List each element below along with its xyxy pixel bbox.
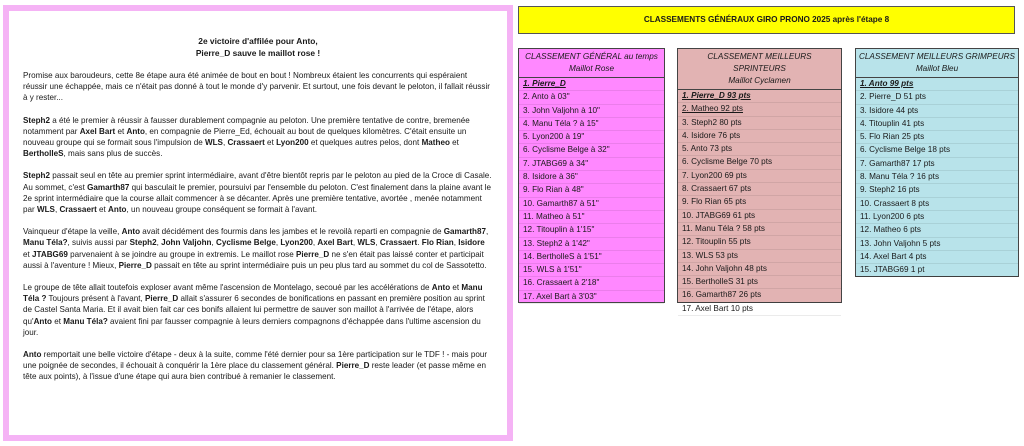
article-title-line-1: 2e victoire d'affilée pour Anto,	[198, 36, 318, 46]
rider-name: Anto	[108, 205, 127, 215]
paragraph-text: , un nouveau groupe conséquent se formait à l'avant.	[126, 205, 318, 215]
rider-name: Anto	[126, 126, 145, 136]
rider-name: Axel Bart	[79, 126, 116, 136]
rider-name: Anto	[121, 227, 141, 237]
rider-name: Lyon200	[276, 138, 309, 148]
table-subheading: Maillot Rose	[568, 64, 615, 73]
table-header	[856, 49, 1018, 78]
rider-name: Gamarth87	[443, 227, 487, 237]
ranking-row: 13. WLS 53 pts	[678, 250, 841, 263]
article-panel	[3, 5, 513, 441]
article-body	[9, 11, 507, 383]
article-title	[23, 35, 493, 59]
paragraph-text: ,	[486, 227, 489, 237]
paragraph-text: et	[96, 205, 109, 215]
article-title-line-2: Pierre_D sauve le maillot rose !	[195, 48, 321, 58]
ranking-row: 11. Lyon200 6 pts	[856, 211, 1018, 224]
ranking-row: 2. Matheo 92 pts	[678, 103, 841, 116]
table-subheading: Maillot Bleu	[915, 64, 959, 73]
paragraph-text: Toujours présent à l'avant,	[46, 294, 145, 304]
ranking-row: 6. Cyclisme Belge 70 pts	[678, 156, 841, 169]
ranking-row: 2. Pierre_D 51 pts	[856, 91, 1018, 104]
ranking-row: 5. Anto 73 pts	[678, 143, 841, 156]
paragraph-text: passait seul en tête au premier sprint intermédiaire, avant d'être bientôt repris par le peloton au pied de la Croce di Casale. Au sommet, c'est	[23, 171, 492, 192]
table-heading: CLASSEMENT MEILLEURS SPRINTEURS	[707, 52, 812, 73]
ranking-row: 15. JTABG69 1 pt	[856, 264, 1018, 277]
paragraph-text: ,	[375, 238, 380, 248]
rider-name: Manu Téla ?	[23, 283, 483, 304]
paragraph-text: Le groupe de tête allait toutefois exploser avant même l'ascension de Montelago, secoué par les accélérations de	[23, 283, 432, 293]
paragraph-text: , échouait au bout de quelques kilomètres. C'était ensuite un nouveau groupe qui se formait sous l'impulsion de	[23, 126, 467, 148]
rider-name: Steph2	[129, 238, 157, 248]
ranking-row: 12. Titouplin à 1'15"	[519, 224, 664, 237]
paragraph-text: ,	[453, 238, 459, 248]
table-header	[678, 49, 841, 90]
paragraph-text: passait en tête au sprint intermédiaire puis un peu plus tard au sommet du col de Sassotetto.	[151, 260, 487, 270]
ranking-row: 16. Gamarth87 26 pts	[678, 289, 841, 302]
rider-name: Gamarth87	[87, 182, 130, 192]
ranking-row: 15. BertholleS 31 pts	[678, 276, 841, 289]
rider-name: WLS	[357, 238, 376, 248]
paragraph-text: et	[52, 316, 64, 326]
table-body	[678, 90, 841, 316]
paragraph-text: Promise aux baroudeurs, cette 8e étape aura été animée de bout en bout ! Nombreux étaient les concurrents qui espéraient réussir une échappée, mais ce n'était pas donné à tout le monde d'y parvenir. Et surtout, une fois devant le peloton, il fallait réussir à y rester...	[23, 71, 490, 103]
rider-name: Steph2	[23, 115, 50, 125]
paragraph-text: ne s'en était pas laissé conter et participait aussi à l'aventure ! Mieux,	[23, 249, 484, 270]
ranking-row: 3. Isidore 44 pts	[856, 105, 1018, 118]
ranking-row: 7. Gamarth87 17 pts	[856, 158, 1018, 171]
ranking-row: 8. Manu Téla ? 16 pts	[856, 171, 1018, 184]
ranking-row: 4. Manu Téla ? à 15"	[519, 118, 664, 131]
rider-name: WLS	[204, 138, 223, 148]
ranking-row: 10. JTABG69 61 pts	[678, 210, 841, 223]
ranking-row: 6. Cyclisme Belge à 32"	[519, 144, 664, 157]
paragraph-text: allait s'assurer 6 secondes de bonifications en passant en première position au sprint de Castel Santa Maria. Et il avait bien fait car ces bonifs allaient lui permettre de sauver son maillot à l'arrivée de l'étape, alors qu'	[23, 294, 485, 326]
ranking-row: 13. John Valjohn 5 pts	[856, 238, 1018, 251]
rider-name: Anto	[431, 283, 451, 293]
ranking-row: 1. Anto 99 pts	[856, 78, 1018, 91]
paragraph-text: remportait une belle victoire d'étape - deux à la suite, comme l'été dernier pour sa 1ère participation sur le TDF ! - mais pour une poignée de secondes, il échouait à conquérir la 1ère place du classement général.	[23, 350, 488, 371]
ranking-row: 9. Steph2 16 pts	[856, 184, 1018, 197]
rider-name: Manu Téla?	[63, 316, 108, 326]
paragraph-text: , en compagnie de	[144, 126, 214, 136]
article-paragraph	[23, 70, 493, 104]
rider-name: Axel Bart	[317, 238, 353, 248]
rider-name: Pierre_D	[295, 249, 330, 259]
rankings-banner: CLASSEMENTS GÉNÉRAUX GIRO PRONO 2025 après l'étape 8	[518, 6, 1015, 34]
paragraph-text: ,	[222, 138, 228, 148]
paragraph-text: et	[450, 283, 462, 293]
general-classification-table	[518, 48, 665, 303]
paragraph-text: , mais sans plus de succès.	[63, 149, 163, 159]
ranking-row: 4. Titouplin 41 pts	[856, 118, 1018, 131]
sprinters-classification-table	[677, 48, 842, 313]
rider-name: Lyon200	[280, 238, 313, 248]
ranking-row: 5. Lyon200 à 19"	[519, 131, 664, 144]
ranking-row: 2. Anto à 03"	[519, 91, 664, 104]
ranking-row: 15. WLS à 1'51"	[519, 264, 664, 277]
rider-name: BertholleS	[23, 149, 64, 159]
rider-name: Flo Rian	[421, 238, 454, 248]
rider-name: Isidore	[458, 238, 485, 248]
paragraph-text: ,	[211, 238, 216, 248]
paragraph-text: a été le premier à réussir à fausser durablement compagnie au peloton. Une première tentative de contre, bremenée notamment par	[23, 115, 470, 136]
table-heading: CLASSEMENT MEILLEURS GRIMPEURS	[858, 52, 1016, 61]
rider-name: John Valjohn	[161, 238, 212, 248]
ranking-row: 10. Gamarth87 à 51"	[519, 198, 664, 211]
ranking-row: 1. Pierre_D	[519, 78, 664, 91]
ranking-row: 16. Crassaert à 2'18"	[519, 277, 664, 290]
ranking-row: 4. Isidore 76 pts	[678, 130, 841, 143]
rider-name: Manu Téla?	[23, 238, 68, 248]
rider-name: Cyclisme Belge	[215, 238, 276, 248]
table-body	[856, 78, 1018, 277]
rider-name: Anto	[33, 316, 52, 326]
rider-name: JTABG69	[32, 249, 68, 259]
ranking-row: 10. Crassaert 8 pts	[856, 198, 1018, 211]
rider-name: Matheo	[421, 138, 450, 148]
ranking-row: 14. BertholleS à 1'51"	[519, 251, 664, 264]
ranking-row: 13. Steph2 à 1'42"	[519, 238, 664, 251]
paragraph-text: .	[417, 238, 422, 248]
ranking-row: 9. Flo Rian à 48"	[519, 184, 664, 197]
paragraph-text: avait décidément des fourmis dans les jambes et le revoilà reparti en compagnie de	[140, 227, 444, 237]
ranking-row: 12. Matheo 6 pts	[856, 224, 1018, 237]
paragraph-text: ,	[275, 238, 281, 248]
article-paragraph	[23, 282, 493, 338]
climbers-classification-table	[855, 48, 1019, 277]
ranking-row: 7. JTABG69 à 34"	[519, 158, 664, 171]
paragraph-text: Vainqueur d'étape la veille,	[23, 227, 122, 237]
paragraph-text: ,	[352, 238, 358, 248]
table-heading: CLASSEMENT GÉNÉRAL au temps	[525, 52, 658, 61]
ranking-row: 14. John Valjohn 48 pts	[678, 263, 841, 276]
paragraph-text: et	[264, 138, 277, 148]
paragraph-text: qui basculait le premier, poursuivi par l'ensemble du peloton. C'est finalement dans la plaine avant le 2e sprint intermédiaire que la course allait commencer à se décanter. Après une première tentative, avortée , menée notamment par	[23, 182, 492, 215]
rider-name: Pierre_D	[144, 294, 179, 304]
rider-name: Pierre_D	[118, 260, 152, 270]
ranking-row: 5. Flo Rian 25 pts	[856, 131, 1018, 144]
article-paragraph	[23, 170, 493, 215]
paragraph-text: et	[23, 249, 32, 259]
ranking-row: 6. Cyclisme Belge 18 pts	[856, 144, 1018, 157]
rider-name: Steph2	[23, 171, 50, 181]
paragraph-text: avaient fini par fausser compagnie à leurs derniers compagnons d'échappée dans l'ultime ascension du jour.	[23, 316, 481, 337]
paragraph-text: ,	[54, 205, 60, 215]
table-header	[519, 49, 664, 78]
paragraph-text: reste leader (et passe même en tête aux points), à l'issue d'une étape qui aura bien contribué à remanier le classement.	[23, 361, 486, 382]
ranking-row: 17. Axel Bart 10 pts	[678, 303, 841, 316]
article-paragraph	[23, 115, 493, 160]
article-paragraph	[23, 349, 493, 383]
table-body	[519, 78, 664, 304]
paragraph-text: ,	[156, 238, 162, 248]
ranking-row: 3. Steph2 80 pts	[678, 117, 841, 130]
article-paragraphs	[23, 70, 493, 383]
article-paragraph	[23, 226, 493, 271]
paragraph-text: et quelques autres pelos, dont	[308, 138, 422, 148]
table-subheading: Maillot Cyclamen	[728, 76, 791, 85]
paragraph-text: , suivis aussi par	[67, 238, 130, 248]
ranking-row: 17. Axel Bart à 3'03"	[519, 291, 664, 304]
ranking-row: 11. Matheo à 51"	[519, 211, 664, 224]
paragraph-text: parvenaient à se joindre au groupe in extremis. Le maillot rose	[67, 249, 296, 259]
ranking-row: 9. Flo Rian 65 pts	[678, 196, 841, 209]
rider-name: WLS	[36, 205, 55, 215]
paragraph-text: et	[115, 126, 127, 136]
ranking-row: 8. Crassaert 67 pts	[678, 183, 841, 196]
paragraph-text: ,	[312, 238, 318, 248]
paragraph-text: et	[449, 138, 459, 148]
rider-name: Crassaert	[227, 138, 265, 148]
ranking-row: 1. Pierre_D 93 pts	[678, 90, 841, 103]
ranking-row: 7. Lyon200 69 pts	[678, 170, 841, 183]
rider-name: Crassaert	[379, 238, 418, 248]
rider-name: Anto	[23, 350, 42, 360]
ranking-row: 3. John Valjohn à 10"	[519, 105, 664, 118]
paragraph-text: Pierre_Ed	[213, 126, 250, 136]
rider-name: Crassaert	[59, 205, 97, 215]
ranking-row: 12. Titouplin 55 pts	[678, 236, 841, 249]
rider-name: Pierre_D	[336, 361, 370, 371]
ranking-row: 11. Manu Téla ? 58 pts	[678, 223, 841, 236]
ranking-row: 8. Isidore à 36"	[519, 171, 664, 184]
ranking-row: 14. Axel Bart 4 pts	[856, 251, 1018, 264]
